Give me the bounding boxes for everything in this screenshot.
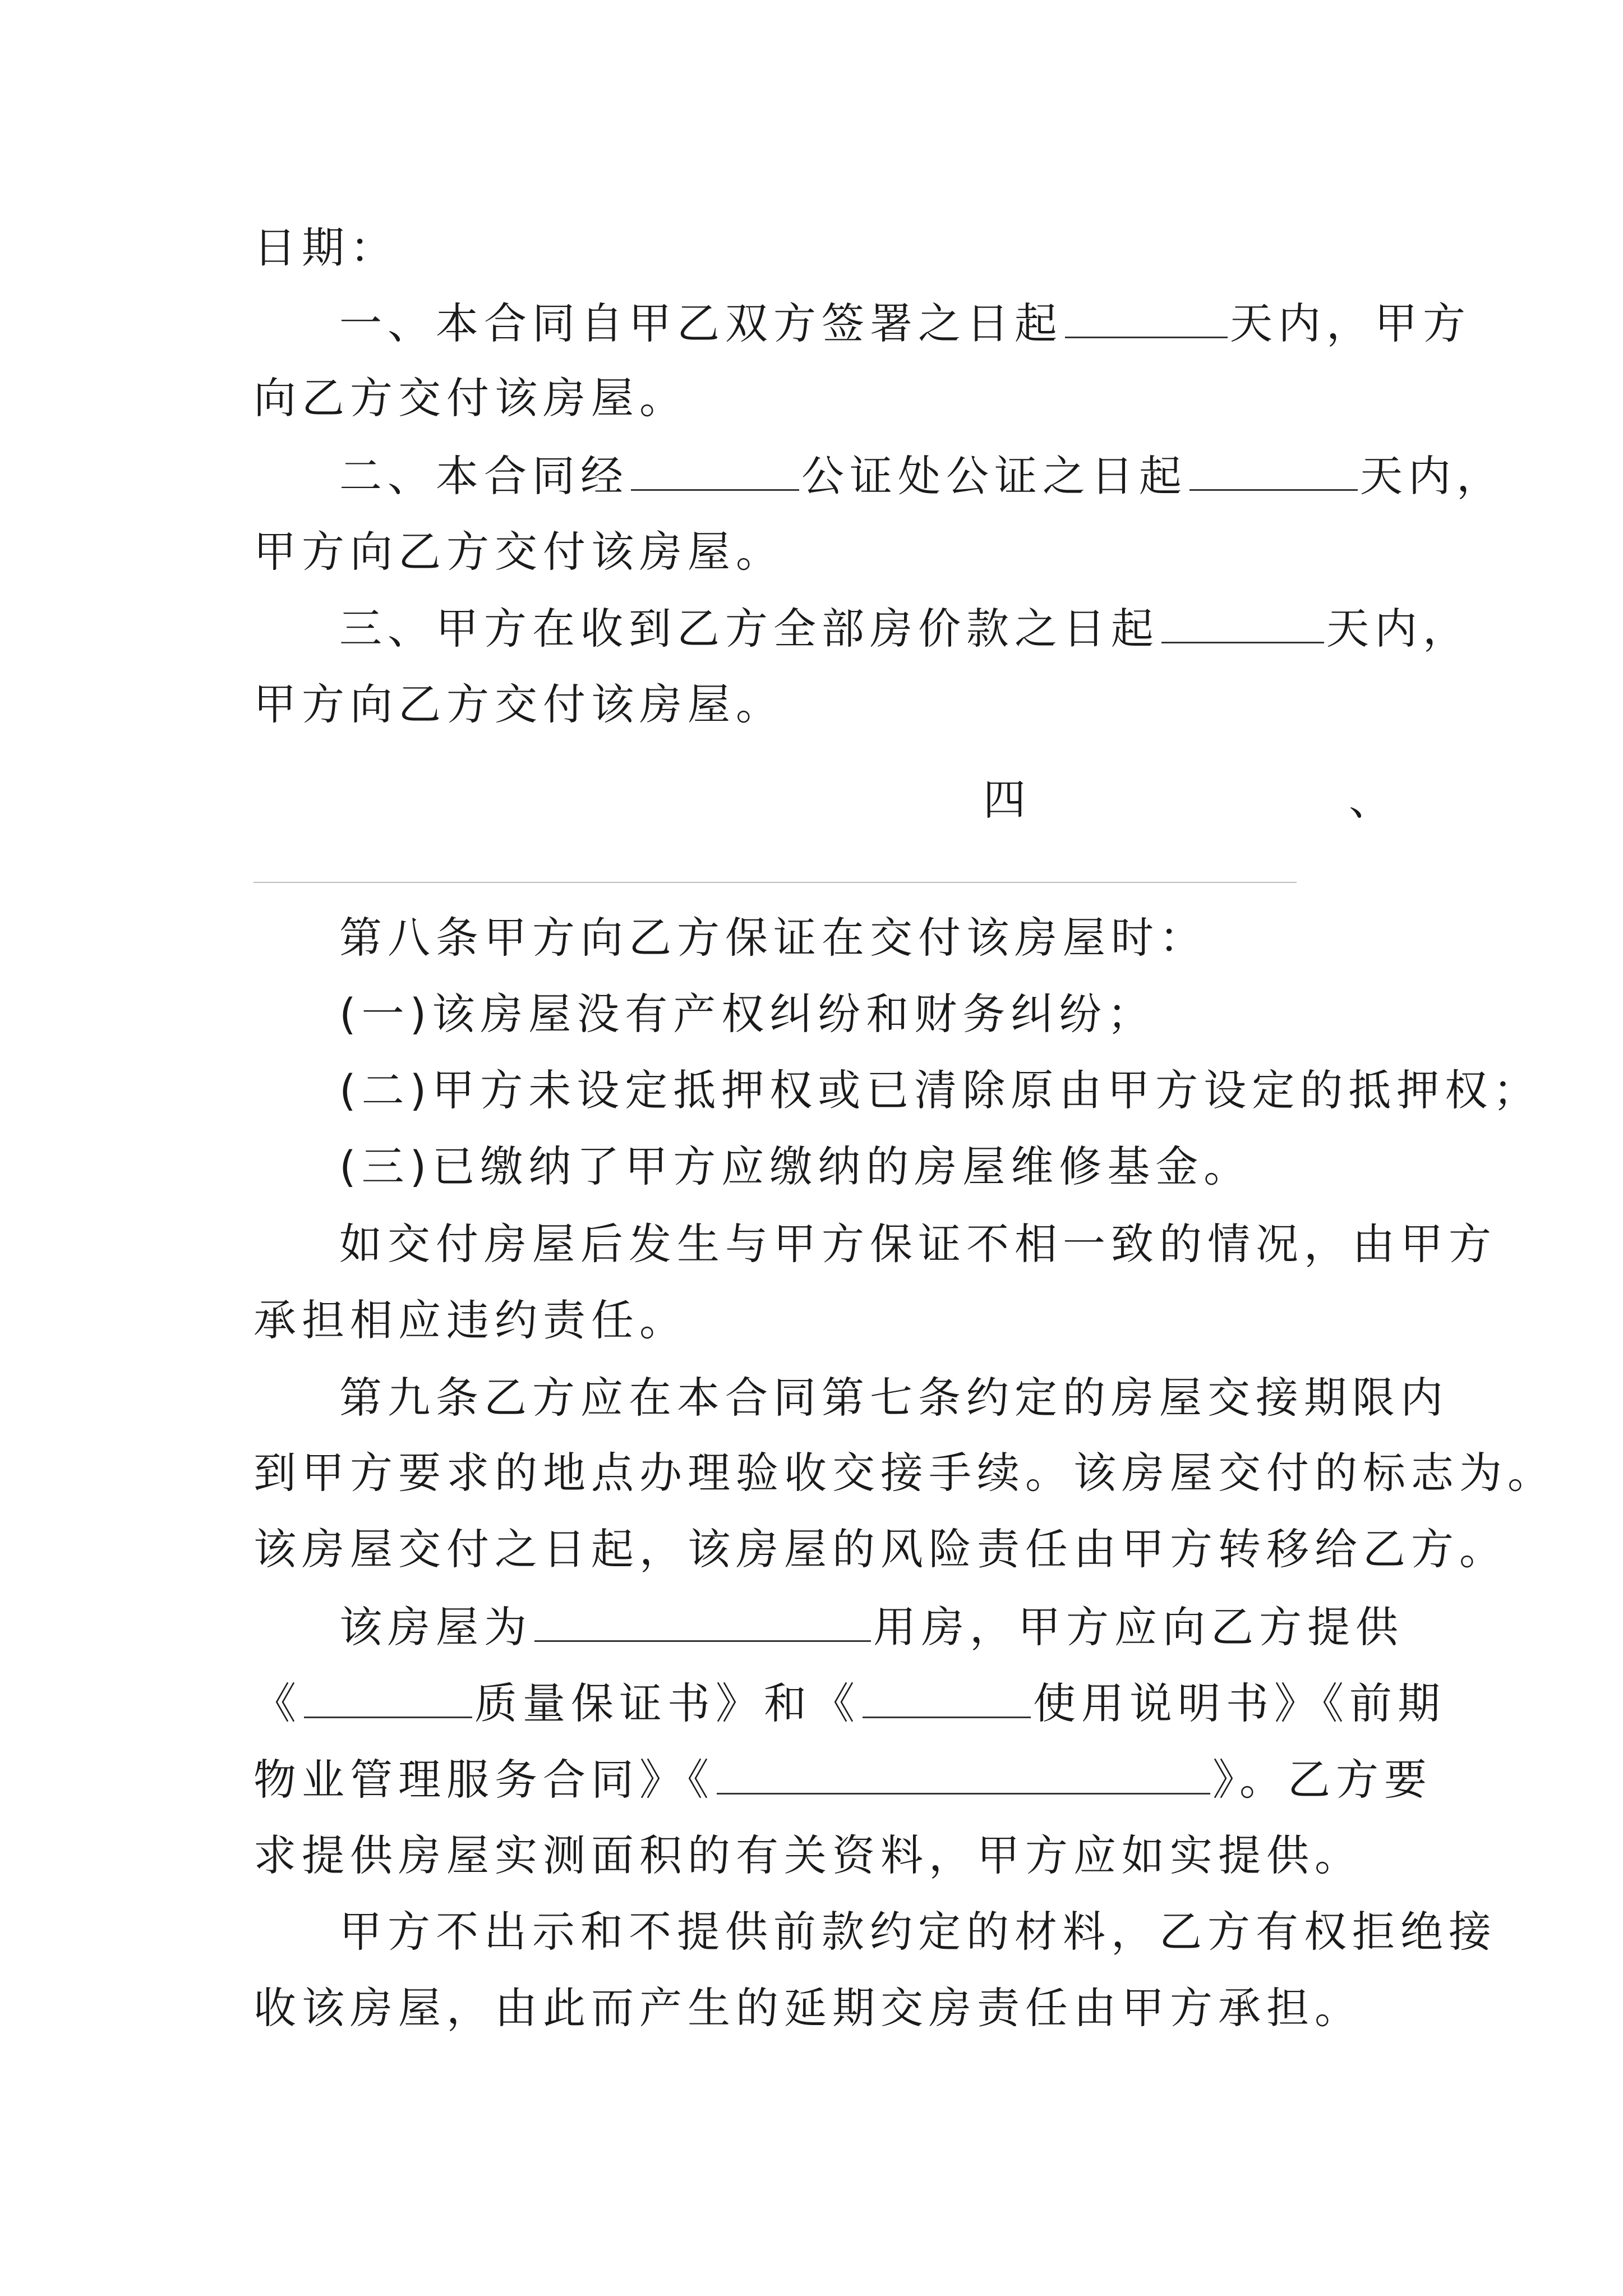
text-segment: 天内， — [1360, 451, 1505, 501]
article-9-para-2-line-3 — [253, 1755, 1432, 1805]
article-9-para-2-line-1 — [339, 1602, 1404, 1652]
article-8-item-3 — [339, 1142, 1252, 1191]
text-segment: 天内，甲方 — [1230, 298, 1471, 348]
text-segment: 质量保证书》和《 — [474, 1678, 860, 1728]
text-segment: 求提供房屋实测面积的有关资料，甲方应如实提供。 — [253, 1830, 1363, 1880]
article-9-para-3-line-2 — [253, 1983, 1363, 2033]
article-8-title — [339, 913, 1207, 963]
clause-4-separator: 、 — [1349, 775, 1391, 825]
blank-field-days[interactable] — [1065, 301, 1228, 338]
text-segment: 一、本合同自甲乙双方签署之日起 — [339, 298, 1063, 348]
article-9-para-2-line-4 — [253, 1830, 1363, 1880]
blank-field-notary[interactable] — [631, 453, 799, 491]
blank-field-quality[interactable] — [304, 1681, 472, 1718]
text-segment: 》。乙方要 — [1212, 1755, 1432, 1805]
text-segment: 公证处公证之日起 — [801, 451, 1187, 501]
text-segment: 甲方不出示和不提供前款约定的材料，乙方有权拒绝接 — [339, 1907, 1497, 1957]
date-label: 日期： — [253, 223, 398, 273]
clause-2-line-2 — [253, 527, 784, 577]
article-9-para-2-line-2 — [253, 1678, 1446, 1728]
text-segment: 如交付房屋后发生与甲方保证不相一致的情况，由甲方 — [339, 1219, 1497, 1269]
blank-field-document[interactable] — [717, 1757, 1210, 1795]
text-segment: 甲方向乙方交付该房屋。 — [253, 679, 784, 729]
text-segment: 使用说明书》《前期 — [1033, 1678, 1446, 1728]
article-9-line-3 — [253, 1524, 1507, 1574]
blank-field-days[interactable] — [1161, 606, 1324, 643]
text-segment: 物业管理服务合同》《 — [253, 1755, 714, 1805]
article-8-para-line-2 — [253, 1295, 688, 1345]
text-segment: 三、甲方在收到乙方全部房价款之日起 — [339, 604, 1159, 654]
article-8-para-line-1 — [339, 1219, 1497, 1269]
date-line — [253, 223, 398, 273]
text-segment: 第九条乙方应在本合同第七条约定的房屋交接期限内 — [339, 1373, 1449, 1423]
clause-1-line-2 — [253, 373, 688, 423]
article-9-line-1 — [339, 1373, 1449, 1423]
clause-2-line-1 — [339, 451, 1505, 501]
clause-1-line-1 — [339, 298, 1471, 348]
text-segment: 《 — [253, 1678, 302, 1728]
text-segment: 用房，甲方应向乙方提供 — [873, 1602, 1404, 1652]
text-segment: 到甲方要求的地点办理验收交接手续。该房屋交付的标志为。 — [253, 1448, 1556, 1498]
text-segment: (二)甲方未设定抵押权或已清除原由甲方设定的抵押权； — [339, 1065, 1542, 1115]
blank-field-usage[interactable] — [534, 1604, 871, 1642]
text-segment: 甲方向乙方交付该房屋。 — [253, 527, 784, 577]
article-8-item-2 — [339, 1065, 1542, 1115]
text-segment: 第八条甲方向乙方保证在交付该房屋时： — [339, 913, 1207, 963]
text-segment: 向乙方交付该房屋。 — [253, 373, 688, 423]
text-segment: 收该房屋，由此而产生的延期交房责任由甲方承担。 — [253, 1983, 1363, 2033]
clause-3-line-1 — [339, 604, 1471, 654]
article-8-item-1 — [339, 989, 1156, 1039]
clause-3-line-2 — [253, 679, 784, 729]
text-segment: 二、本合同经 — [339, 451, 629, 501]
text-segment: 该房屋交付之日起，该房屋的风险责任由甲方转移给乙方。 — [253, 1524, 1507, 1574]
text-segment: (三)已缴纳了甲方应缴纳的房屋维修基金。 — [339, 1142, 1252, 1191]
text-segment: 天内， — [1326, 604, 1471, 654]
clause-4-number: 四 — [983, 775, 1026, 825]
text-segment: (一)该房屋没有产权纠纷和财务纠纷； — [339, 989, 1156, 1039]
blank-field-manual[interactable] — [863, 1681, 1031, 1718]
text-segment: 该房屋为 — [339, 1602, 532, 1652]
text-segment: 承担相应违约责任。 — [253, 1295, 688, 1345]
blank-field-days[interactable] — [1189, 453, 1358, 491]
article-9-line-2 — [253, 1448, 1556, 1498]
divider-line — [253, 882, 1297, 883]
article-9-para-3-line-1 — [339, 1907, 1497, 1957]
